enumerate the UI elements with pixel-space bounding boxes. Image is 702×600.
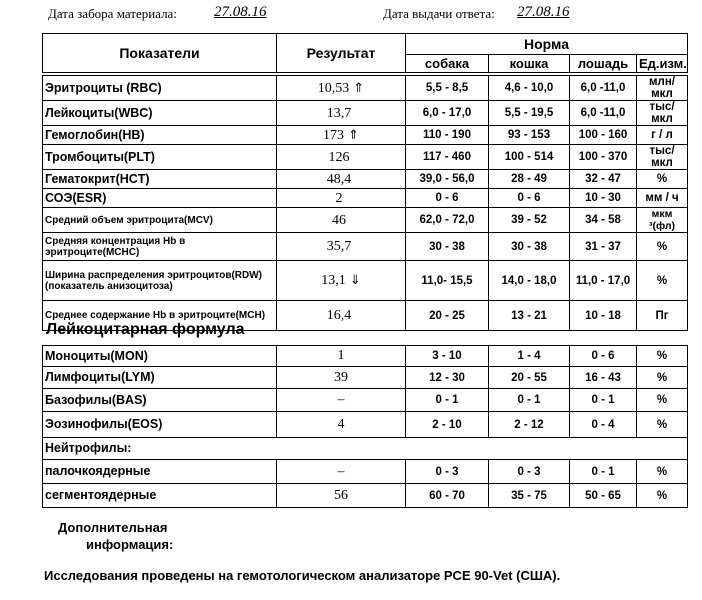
norm-horse: 31 - 37 xyxy=(570,233,637,261)
norm-cat: 13 - 21 xyxy=(489,301,570,331)
norm-cat: 1 - 4 xyxy=(489,346,570,367)
table-row xyxy=(43,101,688,126)
neutro-title-row xyxy=(43,438,688,460)
norm-horse: 11,0 - 17,0 xyxy=(570,261,637,301)
table-row xyxy=(43,367,688,389)
norm-dog: 117 - 460 xyxy=(406,145,489,170)
norm-cat: 93 - 153 xyxy=(489,126,570,145)
row-name: Средний объем эритроцита(MCV) xyxy=(43,208,277,233)
unit: % xyxy=(637,170,688,189)
table-row xyxy=(43,189,688,208)
row-name: Моноциты(MON) xyxy=(43,346,277,367)
norm-cat: 35 - 75 xyxy=(489,484,570,508)
row-name: Гемоглобин(HB) xyxy=(43,126,277,145)
col-unit: Ед.изм. xyxy=(637,55,688,73)
norm-horse: 0 - 1 xyxy=(570,460,637,484)
norm-dog: 6,0 - 17,0 xyxy=(406,101,489,126)
unit: тыс/мкл xyxy=(637,145,688,170)
norm-cat: 0 - 1 xyxy=(489,389,570,412)
row-result: – xyxy=(277,460,406,484)
row-name: Среднее содержание Hb в эритроците(MCH) xyxy=(43,301,277,331)
table-row xyxy=(43,346,688,367)
row-result: 39 xyxy=(277,367,406,389)
norm-dog: 2 - 10 xyxy=(406,412,489,438)
col-dog: собака xyxy=(406,55,489,73)
row-result: 16,4 xyxy=(326,308,352,323)
row-name: сегментоядерные xyxy=(43,484,277,508)
norm-horse: 32 - 47 xyxy=(570,170,637,189)
row-result: 10,53 xyxy=(317,80,350,96)
unit: % xyxy=(637,412,688,438)
table-row xyxy=(43,261,688,301)
norm-cat: 5,5 - 19,5 xyxy=(489,101,570,126)
unit: % xyxy=(637,484,688,508)
row-result: 4 xyxy=(277,412,406,438)
norm-dog: 20 - 25 xyxy=(406,301,489,331)
norm-horse: 0 - 1 xyxy=(570,389,637,412)
row-result: 13,7 xyxy=(326,105,352,121)
table-row xyxy=(43,145,688,170)
row-name: Тромбоциты(PLT) xyxy=(43,145,277,170)
row-result: 46 xyxy=(332,212,346,228)
row-result: 35,7 xyxy=(326,239,352,254)
unit: % xyxy=(637,233,688,261)
col-result: Результат xyxy=(277,34,406,73)
norm-cat: 100 - 514 xyxy=(489,145,570,170)
neutro-title: Нейтрофилы: xyxy=(43,438,688,460)
result-date-label: Дата выдачи ответа: xyxy=(383,6,495,21)
col-norm: Норма xyxy=(406,34,688,55)
norm-horse: 0 - 4 xyxy=(570,412,637,438)
row-result: – xyxy=(277,389,406,412)
table-row xyxy=(43,389,688,412)
table-row xyxy=(43,412,688,438)
unit: мм / ч xyxy=(637,189,688,208)
table-row xyxy=(43,460,688,484)
norm-cat: 4,6 - 10,0 xyxy=(489,76,570,101)
col-horse: лошадь xyxy=(570,55,637,73)
row-result: 48,4 xyxy=(326,171,352,187)
norm-horse: 100 - 160 xyxy=(570,126,637,145)
norm-horse: 34 - 58 xyxy=(570,208,637,233)
norm-dog: 12 - 30 xyxy=(406,367,489,389)
unit: % xyxy=(637,389,688,412)
row-name: Ширина распределения эритроцитов(RDW) (показатель анизоцитоза) xyxy=(43,261,277,301)
row-name: Гематокрит(HCT) xyxy=(43,170,277,189)
row-name: Лейкоциты(WBC) xyxy=(43,101,277,126)
leuko-section-title: Лейкоцитарная формула xyxy=(46,321,245,338)
unit: тыс/мкл xyxy=(637,101,688,126)
norm-horse: 16 - 43 xyxy=(570,367,637,389)
norm-dog: 30 - 38 xyxy=(406,233,489,261)
arrow-up-icon: ⇑ xyxy=(348,126,359,142)
norm-dog: 5,5 - 8,5 xyxy=(406,76,489,101)
norm-horse: 10 - 30 xyxy=(570,189,637,208)
norm-horse: 6,0 -11,0 xyxy=(570,101,637,126)
norm-cat: 14,0 - 18,0 xyxy=(489,261,570,301)
norm-dog: 0 - 3 xyxy=(406,460,489,484)
row-result: 1 xyxy=(277,346,406,367)
row-name: Базофилы(BAS) xyxy=(43,389,277,412)
norm-cat: 0 - 3 xyxy=(489,460,570,484)
norm-horse: 50 - 65 xyxy=(570,484,637,508)
row-result: 56 xyxy=(277,484,406,508)
row-result: 2 xyxy=(335,190,343,206)
leuko-table xyxy=(42,345,688,508)
norm-horse: 6,0 -11,0 xyxy=(570,76,637,101)
unit: млн/мкл xyxy=(637,76,688,101)
unit: % xyxy=(637,460,688,484)
row-name: палочкоядерные xyxy=(43,460,277,484)
norm-cat: 20 - 55 xyxy=(489,367,570,389)
table-row xyxy=(43,76,688,101)
table-row xyxy=(43,208,688,233)
norm-dog: 62,0 - 72,0 xyxy=(406,208,489,233)
norm-dog: 0 - 6 xyxy=(406,189,489,208)
unit: % xyxy=(637,367,688,389)
norm-cat: 39 - 52 xyxy=(489,208,570,233)
row-name: Лимфоциты(LYM) xyxy=(43,367,277,389)
norm-cat: 0 - 6 xyxy=(489,189,570,208)
row-name: СОЭ(ESR) xyxy=(43,189,277,208)
result-date: 27.08.16 xyxy=(517,4,570,20)
norm-horse: 100 - 370 xyxy=(570,145,637,170)
row-result: 126 xyxy=(328,149,350,165)
unit: % xyxy=(637,261,688,301)
norm-dog: 3 - 10 xyxy=(406,346,489,367)
unit: Пг xyxy=(637,301,688,331)
norm-dog: 11,0- 15,5 xyxy=(406,261,489,301)
norm-dog: 39,0 - 56,0 xyxy=(406,170,489,189)
norm-horse: 0 - 6 xyxy=(570,346,637,367)
norm-dog: 60 - 70 xyxy=(406,484,489,508)
norm-cat: 2 - 12 xyxy=(489,412,570,438)
table-row xyxy=(43,233,688,261)
row-name: Эритроциты (RBC) xyxy=(43,76,277,101)
row-name: Средняя концентрация Hb в эритроците(MCHC) xyxy=(43,233,277,261)
row-result: 13,1 xyxy=(321,273,346,288)
extra-info-label-line2: информация: xyxy=(86,537,174,552)
norm-dog: 110 - 190 xyxy=(406,126,489,145)
arrow-down-icon: ⇓ xyxy=(349,272,361,287)
table-row xyxy=(43,170,688,189)
sample-date: 27.08.16 xyxy=(214,4,267,20)
row-result: 173 xyxy=(323,127,345,143)
norm-horse: 10 - 18 xyxy=(570,301,637,331)
arrow-up-icon: ⇑ xyxy=(353,79,365,95)
norm-cat: 28 - 49 xyxy=(489,170,570,189)
unit: г / л xyxy=(637,126,688,145)
main-results-table xyxy=(42,33,688,331)
table-row xyxy=(43,126,688,145)
analyzer-note: Исследования проведены на гемотологическом анализаторе PCE 90-Vet (США). xyxy=(44,568,561,583)
col-indicators: Показатели xyxy=(43,34,277,73)
norm-dog: 0 - 1 xyxy=(406,389,489,412)
table-row xyxy=(43,484,688,508)
sample-date-label: Дата забора материала: xyxy=(48,6,177,21)
row-name: Эозинофилы(EOS) xyxy=(43,412,277,438)
unit: % xyxy=(637,346,688,367)
norm-cat: 30 - 38 xyxy=(489,233,570,261)
unit: мкм ³(фл) xyxy=(637,208,688,233)
col-cat: кошка xyxy=(489,55,570,73)
extra-info-label-line1: Дополнительная xyxy=(58,520,168,535)
